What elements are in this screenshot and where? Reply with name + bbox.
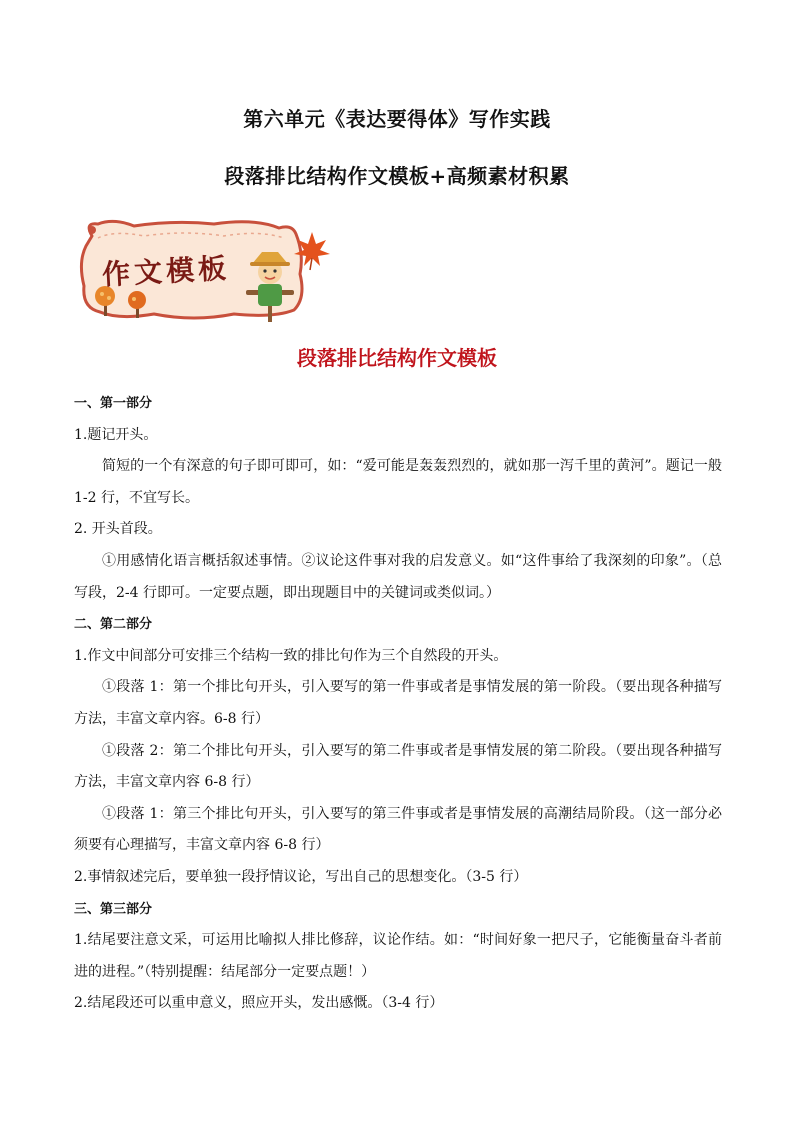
paragraph: ①段落 1：第三个排比句开头，引入要写的第三件事或者是事情发展的高潮结局阶段。（这一部分必须要有心理描写，丰富文章内容 6-8 行） [74,805,722,854]
part-heading: 一、第一部分 [74,396,153,411]
paragraph: ①段落 2：第二个排比句开头，引入要写的第二件事或者是事情发展的第二阶段。（要出现各种描写方法，丰富文章内容 6-8 行） [74,742,722,791]
document-body [74,388,722,1020]
item-title: 1.题记开头。 [74,426,158,443]
item-title: 2. 开头首段。 [74,521,162,538]
document-subtitle: 段落排比结构作文模板+高频素材积累 [224,164,570,188]
banner-label: 作文模板 [101,251,231,292]
item-title: 2.结尾段还可以重申意义，照应开头，发出感慨。（3-4 行） [74,995,444,1012]
item-title: 1.作文中间部分可安排三个结构一致的排比句作为三个自然段的开头。 [74,647,508,664]
paragraph: 简短的一个有深意的句子即可即可，如：“爱可能是轰轰烈烈的，就如那一泻千里的黄河”。题记一般 1-2 行，不宜写长。 [74,458,722,506]
item-title: 1.结尾要注意文采，可运用比喻拟人排比修辞，议论作结。如：“时间好象一把尺子，它能衡量奋斗者前进的进程。”（特别提醒：结尾部分一定要点题！） [74,932,722,980]
section-title: 段落排比结构作文模板 [297,346,497,370]
paragraph: ①段落 1：第一个排比句开头，引入要写的第一件事或者是事情发展的第一阶段。（要出现各种描写方法，丰富文章内容。6-8 行） [74,679,722,727]
composition-template-banner [74,214,334,326]
item-title: 2.事情叙述完后，要单独一段抒情议论，写出自己的思想变化。（3-5 行） [74,868,528,885]
document-title: 第六单元《表达要得体》写作实践 [243,107,551,131]
paragraph: ①用感情化语言概括叙述事情。②议论这件事对我的启发意义。如“这件事给了我深刻的印象”。（总写段，2-4 行即可。一定要点题，即出现题目中的关键词或类似词。） [74,552,722,601]
part-heading: 二、第二部分 [74,617,153,633]
part-heading: 三、第三部分 [74,901,153,917]
